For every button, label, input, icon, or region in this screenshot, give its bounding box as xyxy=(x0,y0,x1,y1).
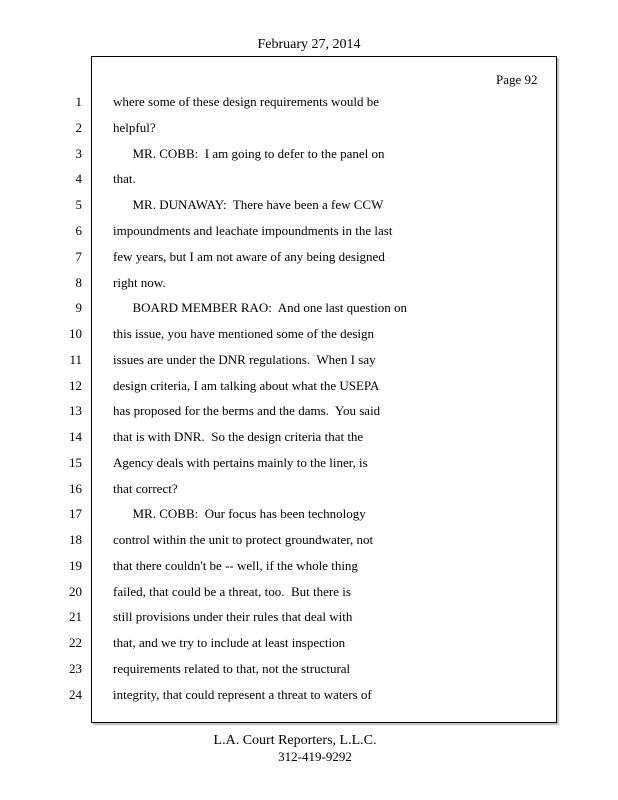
line-number: 18 xyxy=(69,532,82,547)
line-number: 15 xyxy=(69,455,82,470)
transcript-line: that is with DNR. So the design criteria that the xyxy=(113,429,364,444)
transcript-line: that correct? xyxy=(113,481,178,496)
line-number: 19 xyxy=(69,558,82,573)
line-number: 23 xyxy=(69,661,82,676)
line-number: 13 xyxy=(69,403,82,418)
transcript-line: that. xyxy=(113,171,136,186)
line-number: 5 xyxy=(75,197,82,212)
transcript-line: still provisions under their rules that deal with xyxy=(113,609,353,624)
transcript-line: that, and we try to include at least inspection xyxy=(113,635,346,650)
line-number: 24 xyxy=(69,687,82,702)
transcript-line: control within the unit to protect groundwater, not xyxy=(113,532,374,547)
line-number: 22 xyxy=(69,635,82,650)
line-number: 16 xyxy=(69,481,82,496)
transcript-line: Agency deals with pertains mainly to the liner, is xyxy=(113,455,368,470)
transcript-date: February 27, 2014 xyxy=(257,37,361,52)
transcript-line: MR. COBB: I am going to defer to the panel on xyxy=(113,146,385,161)
court-reporter-name: L.A. Court Reporters, L.L.C. xyxy=(213,733,377,748)
line-number: 12 xyxy=(69,378,82,393)
line-number: 3 xyxy=(75,146,82,161)
transcript-line: right now. xyxy=(113,275,166,290)
line-number: 7 xyxy=(75,249,82,264)
transcript-line: MR. COBB: Our focus has been technology xyxy=(113,506,366,521)
court-reporter-phone: 312-419-9292 xyxy=(278,749,352,764)
transcript-line: BOARD MEMBER RAO: And one last question on xyxy=(113,300,407,315)
transcript-line: failed, that could be a threat, too. But there is xyxy=(113,584,351,599)
transcript-line: MR. DUNAWAY: There have been a few CCW xyxy=(113,197,384,212)
line-number: 2 xyxy=(75,120,82,135)
line-number: 21 xyxy=(69,609,82,624)
line-number: 17 xyxy=(69,506,82,521)
transcript-line: that there couldn't be -- well, if the whole thing xyxy=(113,558,358,573)
transcript-line: where some of these design requirements would be xyxy=(113,94,380,109)
transcript-line: issues are under the DNR regulations. When I say xyxy=(113,352,376,367)
line-number: 9 xyxy=(75,300,82,315)
line-number: 10 xyxy=(69,326,82,341)
transcript-line: has proposed for the berms and the dams. You said xyxy=(113,403,381,418)
page-number: Page 92 xyxy=(496,72,538,87)
line-number: 14 xyxy=(69,429,82,444)
transcript-line: integrity, that could represent a threat to waters of xyxy=(113,687,372,702)
line-number: 4 xyxy=(75,171,82,186)
line-number: 1 xyxy=(75,94,82,109)
line-number: 20 xyxy=(69,584,82,599)
line-number: 8 xyxy=(75,275,82,290)
transcript-line: requirements related to that, not the structural xyxy=(113,661,351,676)
transcript-line: this issue, you have mentioned some of the design xyxy=(113,326,375,341)
line-number: 6 xyxy=(75,223,82,238)
transcript-line: few years, but I am not aware of any being designed xyxy=(113,249,385,264)
transcript-line: design criteria, I am talking about what the USEPA xyxy=(113,378,380,393)
transcript-line: helpful? xyxy=(113,120,156,135)
transcript-line: impoundments and leachate impoundments in the last xyxy=(113,223,393,238)
line-number: 11 xyxy=(69,352,82,367)
